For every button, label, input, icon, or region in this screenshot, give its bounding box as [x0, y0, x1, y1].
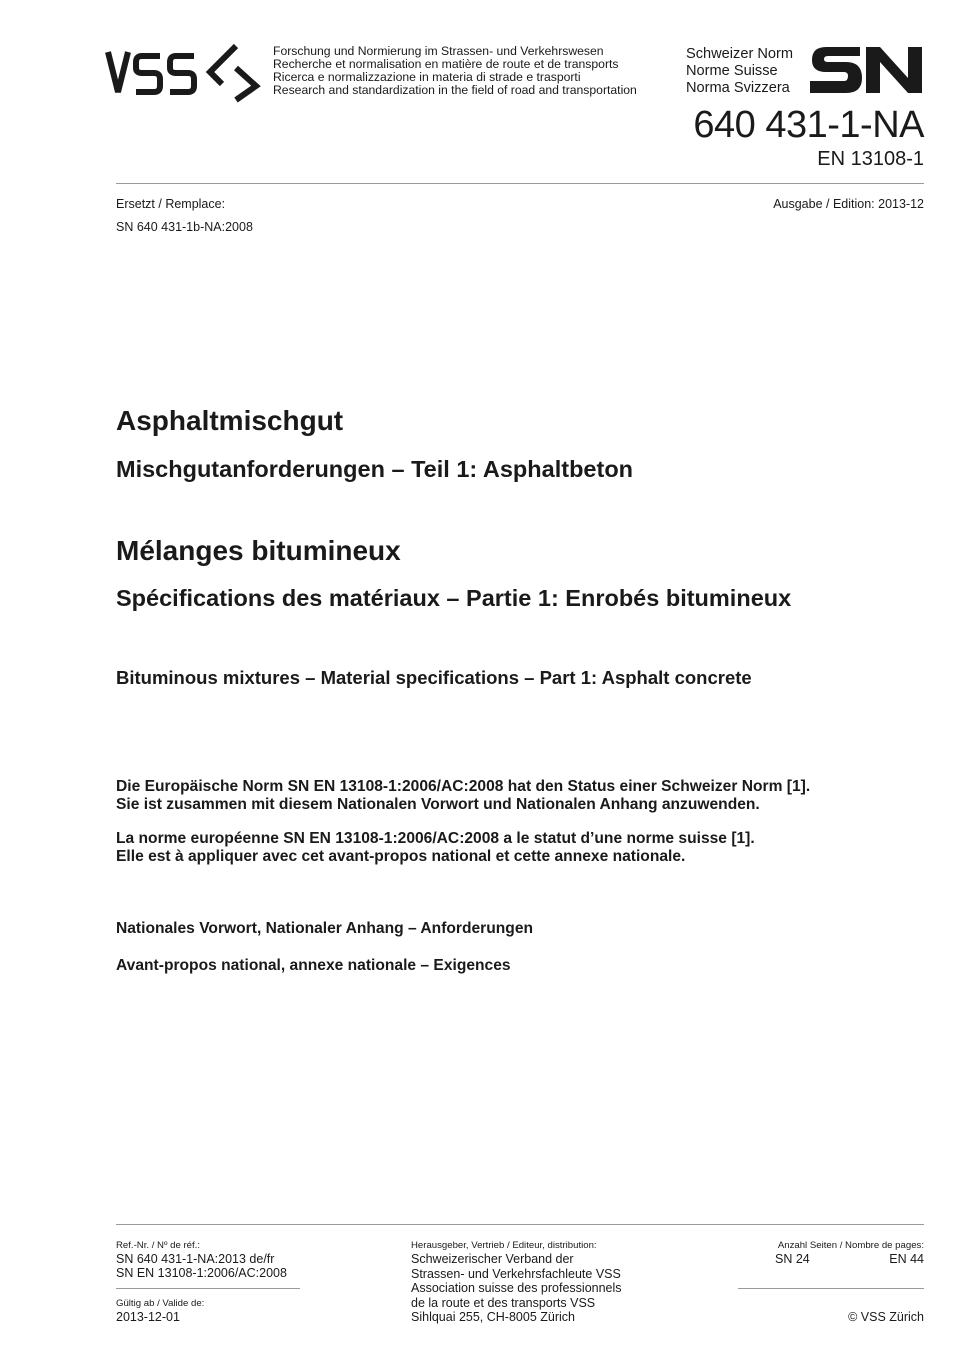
ref-divider [116, 1288, 300, 1289]
sn-lang-de: Schweizer Norm [686, 46, 794, 62]
pages-divider [738, 1288, 924, 1289]
publisher-line: de la route et des transports VSS [411, 1295, 596, 1310]
replaces-label: Ersetzt / Remplace: [116, 197, 226, 211]
national-foreword-fr: Avant-propos national, annexe nationale – Exigences [116, 957, 511, 974]
tagline-it: Ricerca e normalizzazione in materia di strade e trasporti [273, 70, 581, 84]
vss-logo [104, 40, 266, 104]
tagline-en: Research and standardization in the field of road and transportation [273, 83, 637, 97]
title-de: Asphaltmischgut [116, 405, 344, 436]
statement-de-line1: Die Europäische Norm SN EN 13108-1:2006/AC:2008 hat den Status einer Schweizer Norm [1]. [116, 778, 811, 795]
footer-divider [116, 1224, 924, 1225]
sn-lang-fr: Norme Suisse [686, 63, 778, 79]
publisher-line: Sihlquai 255, CH-8005 Zürich [411, 1310, 575, 1324]
subtitle-de: Mischgutanforderungen – Teil 1: Asphaltbeton [116, 456, 634, 482]
tagline-de: Forschung und Normierung im Strassen- und Verkehrswesen [273, 44, 604, 58]
title-fr: Mélanges bitumineux [116, 535, 401, 566]
title-en: Bituminous mixtures – Material specifications – Part 1: Asphalt concrete [116, 667, 752, 688]
status-statement-de [116, 778, 916, 814]
statement-de-line2: Sie ist zusammen mit diesem Nationalen Vorwort und Nationalen Anhang anzuwenden. [116, 796, 760, 813]
sn-logo-text: SN [808, 44, 810, 45]
statement-fr-line1: La norme européenne SN EN 13108-1:2006/AC:2008 a le statut d’une norme suisse [1]. [116, 830, 755, 847]
sn-lang-it: Norma Svizzera [686, 80, 790, 96]
vss-logo-text: VSS [104, 40, 107, 41]
replaces-value: SN 640 431-1b-NA:2008 [116, 220, 253, 234]
valid-from-label: Gültig ab / Valide de: [116, 1298, 205, 1309]
tagline-fr: Recherche et normalisation en matière de route et de transports [273, 57, 619, 71]
publisher-label: Herausgeber, Vertrieb / Editeur, distribution: [411, 1240, 597, 1251]
publisher-line: Association suisse des professionnels [411, 1281, 622, 1295]
publisher-line: Strassen- und Verkehrsfachleute VSS [411, 1266, 621, 1281]
ref-label: Ref.-Nr. / Nº de réf.: [116, 1240, 201, 1251]
ref-number-sn: SN 640 431-1-NA:2013 de/fr [116, 1252, 275, 1266]
edition: Ausgabe / Edition: 2013-12 [773, 197, 924, 211]
publisher-line: Schweizerischer Verband der [411, 1252, 574, 1266]
subtitle-fr: Spécifications des matériaux – Partie 1: Enrobés bitumineux [116, 585, 792, 611]
vss-tagline [273, 45, 637, 97]
copyright: © VSS Zürich [848, 1310, 924, 1324]
sn-languages [686, 46, 793, 97]
page-count-label: Anzahl Seiten / Nombre de pages: [777, 1240, 924, 1251]
page-count-sn: SN 24 [775, 1252, 810, 1266]
standard-number: 640 431-1-NA [693, 104, 924, 146]
header-divider [116, 183, 924, 184]
page-count-en: EN 44 [889, 1252, 924, 1266]
ref-number-en: SN EN 13108-1:2006/AC:2008 [116, 1266, 287, 1280]
national-foreword-de: Nationales Vorwort, Nationaler Anhang – Anforderungen [116, 920, 534, 937]
publisher-address [411, 1252, 622, 1325]
statement-fr-line2: Elle est à appliquer avec cet avant-propos national et cette annexe nationale. [116, 848, 686, 865]
status-statement-fr [116, 830, 916, 866]
sn-logo [808, 44, 924, 96]
en-number: EN 13108-1 [817, 148, 924, 170]
valid-from-date: 2013-12-01 [116, 1310, 180, 1324]
